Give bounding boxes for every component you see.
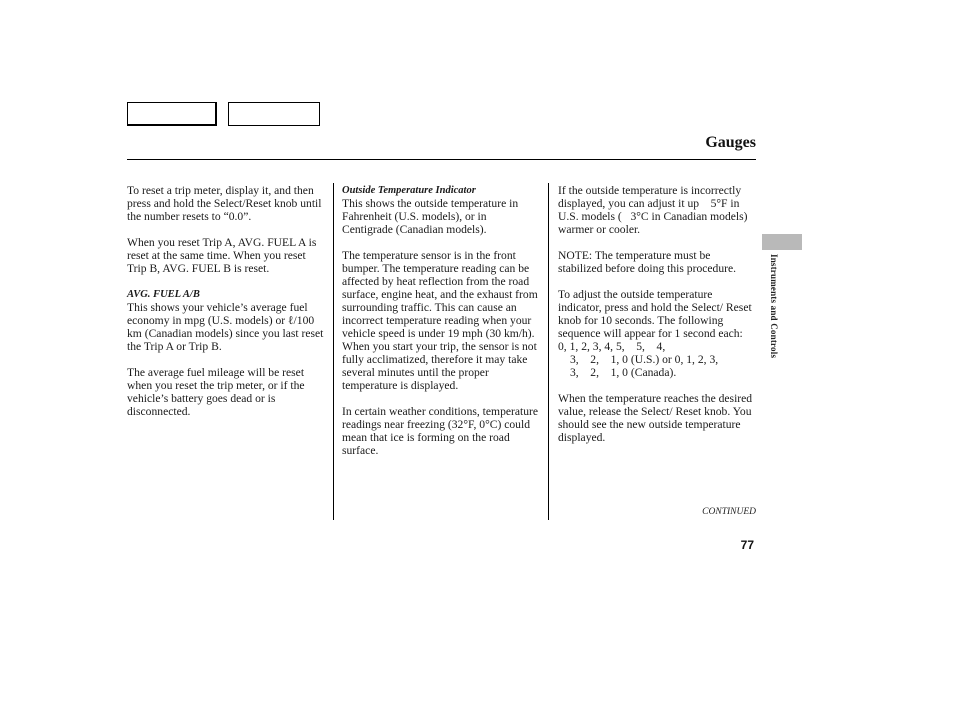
section-tab-label: Instruments and Controls	[769, 254, 779, 359]
text-column-2	[342, 184, 540, 470]
text-column-3	[558, 184, 754, 457]
paragraph-reset-avg-fuel: When you reset Trip A, AVG. FUEL A is reset at the same time. When you reset Trip B, AVG. FUEL B is reset.	[127, 236, 317, 275]
paragraph-release-knob: When the temperature reaches the desired value, release the Select/ Reset knob. You should see the new outside temperature displayed.	[558, 392, 753, 444]
paragraph-temp-sensor: The temperature sensor is in the front bumper. The temperature reading can be affected by heat reflection from the road surface, engine heat, and the exhaust from surrounding traffic. This can cause an incorrect temperature reading when your vehicle speed is under 19 mph (30 km/h). When you start your trip, the sensor is not fully acclimatized, therefore it may take several minutes until the proper temperature is displayed.	[342, 249, 538, 392]
nav-box-left[interactable]	[127, 102, 217, 126]
text-column-1	[127, 184, 327, 431]
nav-box-right[interactable]	[228, 102, 320, 126]
procedure-line-1: To adjust the outside temperature indicator, press and hold the Select/ Reset knob for 10 seconds. The following sequence will appear for 1 second each: 0, 1, 2, 3, 4, 5, 5, 4,	[558, 288, 752, 353]
procedure-line-2: 3, 2, 1, 0 (U.S.) or 0, 1, 2, 3,	[570, 353, 719, 366]
paragraph-note: NOTE: The temperature must be stabilized before doing this procedure.	[558, 249, 737, 275]
paragraph-adjust-range: If the outside temperature is incorrectly displayed, you can adjust it up 5°F in U.S. models ( 3°C in Canadian models) warmer or cooler.	[558, 184, 748, 236]
paragraph-freezing-warning: In certain weather conditions, temperature readings near freezing (32°F, 0°C) could mean that ice is forming on the road surface.	[342, 405, 539, 457]
paragraph-reset-trip: To reset a trip meter, display it, and then press and hold the Select/Reset knob until the number resets to “0.0”.	[127, 184, 322, 223]
page-title: Gauges	[705, 134, 756, 151]
continued-label: CONTINUED	[702, 507, 756, 517]
column-divider-1	[333, 183, 334, 520]
page-number: 77	[740, 538, 754, 552]
procedure-line-3: 3, 2, 1, 0 (Canada).	[570, 366, 677, 379]
heading-outside-temp: Outside Temperature Indicator	[342, 185, 476, 196]
section-tab-marker	[762, 234, 802, 250]
column-divider-2	[548, 183, 549, 520]
paragraph-avg-fuel-reset: The average fuel mileage will be reset when you reset the trip meter, or if the vehicle’s battery goes dead or is disconnected.	[127, 366, 305, 418]
paragraph-adjust-procedure	[558, 288, 754, 379]
heading-avg-fuel: AVG. FUEL A/B	[127, 289, 200, 300]
paragraph-avg-fuel-desc: This shows your vehicle’s average fuel economy in mpg (U.S. models) or ℓ/100 km (Canadian models) since you last reset the Trip A or Trip B.	[127, 301, 324, 353]
header-rule	[127, 159, 756, 160]
paragraph-outside-temp-desc: This shows the outside temperature in Fahrenheit (U.S. models), or in Centigrade (Canadian models).	[342, 197, 519, 236]
